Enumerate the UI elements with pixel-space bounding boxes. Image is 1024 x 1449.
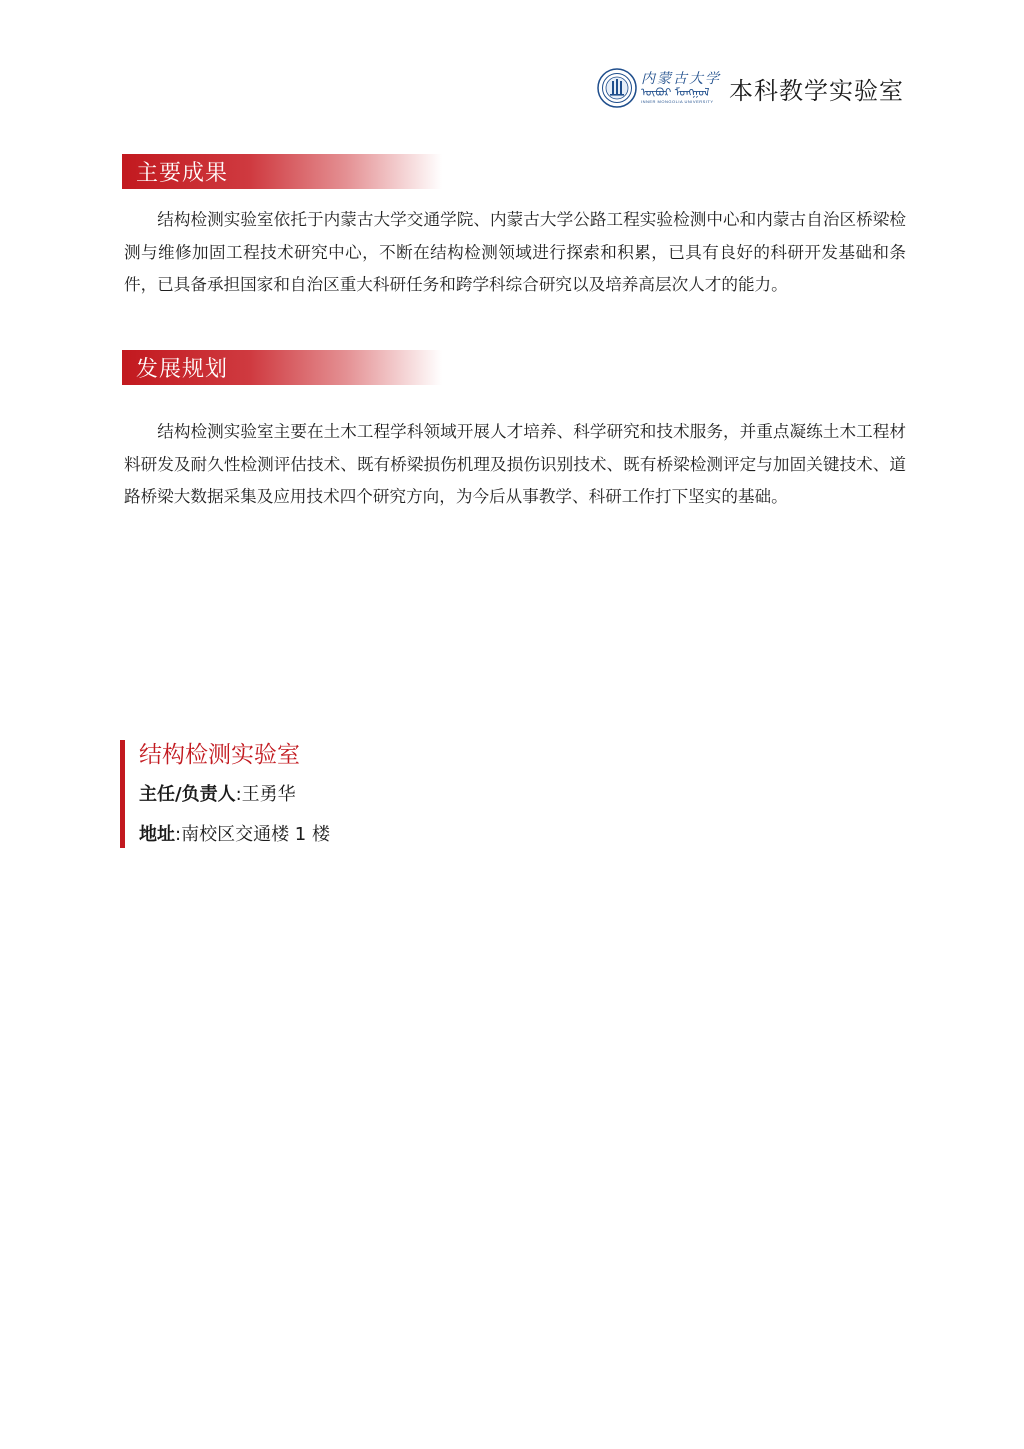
university-name-en: INNER MONGOLIA UNIVERSITY bbox=[641, 99, 714, 104]
lab-info-card bbox=[120, 740, 330, 848]
lab-name: 结构检测实验室 bbox=[139, 742, 300, 768]
director-value: 王勇华 bbox=[241, 784, 296, 805]
address-row bbox=[139, 824, 330, 846]
separator: : bbox=[235, 784, 242, 805]
university-wordmark bbox=[641, 68, 723, 108]
director-label: 主任/负责人 bbox=[139, 784, 236, 805]
section-heading-label: 主要成果 bbox=[136, 161, 229, 186]
section-heading-plan bbox=[122, 350, 442, 385]
page-header bbox=[597, 68, 904, 108]
header-title: 本科教学实验室 bbox=[729, 76, 904, 105]
section-heading-label: 发展规划 bbox=[136, 357, 229, 382]
director-row bbox=[139, 784, 330, 806]
address-label: 地址 bbox=[139, 824, 175, 845]
university-emblem-icon bbox=[597, 68, 637, 108]
section-body-plan: 结构检测实验室主要在土木工程学科领域开展人才培养、科学研究和技术服务，并重点凝练土木工程材料研发及耐久性检测评估技术、既有桥梁损伤机理及损伤识别技术、既有桥梁检测评定与加固关键技术、道路桥梁大数据采集及应用技术四个研究方向，为今后从事教学、科研工作打下坚实的基础。 bbox=[124, 422, 906, 506]
section-heading-achievements bbox=[122, 154, 442, 189]
address-value: 南校区交通楼 1 楼 bbox=[181, 824, 330, 845]
university-name-cn: 内蒙古大学 bbox=[641, 71, 721, 87]
university-name-mn: ᠦᠪᠦᠷ ᠮᠣᠩᠭᠣᠯ bbox=[641, 86, 710, 99]
separator: : bbox=[175, 824, 182, 845]
section-body-achievements: 结构检测实验室依托于内蒙古大学交通学院、内蒙古大学公路工程实验检测中心和内蒙古自治区桥梁检测与维修加固工程技术研究中心，不断在结构检测领域进行探索和积累，已具有良好的科研开发基础和条件，已具备承担国家和自治区重大科研任务和跨学科综合研究以及培养高层次人才的能力。 bbox=[124, 210, 906, 294]
